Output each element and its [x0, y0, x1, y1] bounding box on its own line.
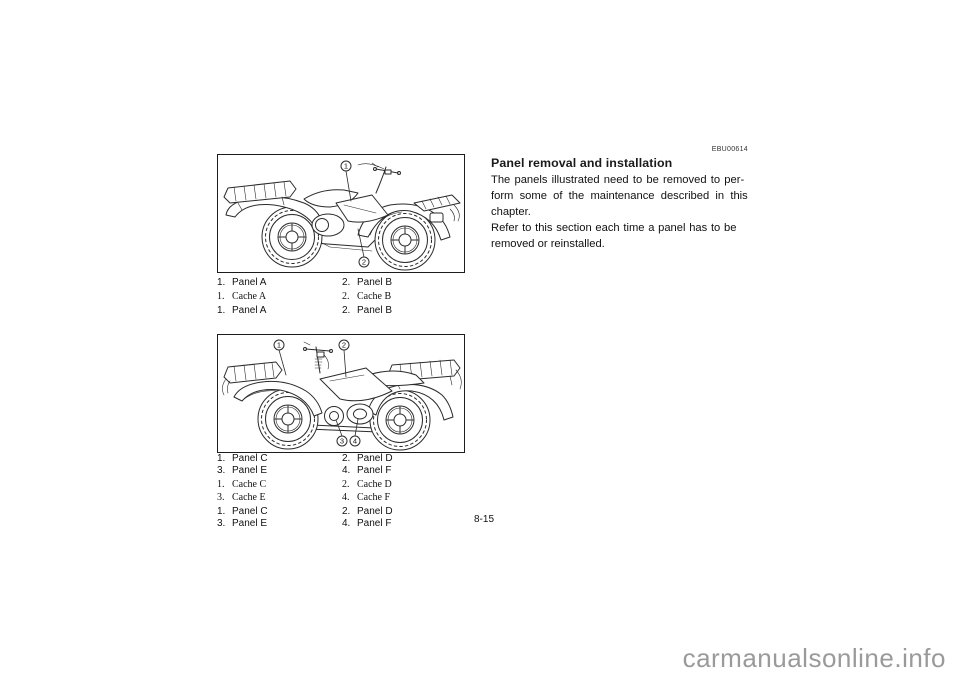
- page-number: 8-15: [474, 514, 495, 525]
- legend-row: [217, 465, 469, 477]
- legend-number: 2.: [342, 479, 350, 491]
- front-wheel: [375, 210, 435, 270]
- side-cover: [347, 404, 373, 424]
- legend-number: 2.: [342, 505, 351, 517]
- legend-group-french: [217, 479, 469, 504]
- callout-3-marker: [336, 420, 347, 446]
- reference-code: EBU00614: [711, 146, 748, 153]
- legend-label: Panel C: [232, 505, 268, 517]
- legend-item: [217, 465, 342, 477]
- legend-number: 3.: [217, 491, 225, 503]
- legend-label: Panel B: [357, 277, 393, 288]
- svg-text:4: 4: [352, 436, 358, 446]
- figure1-legend: [217, 277, 469, 319]
- legend-item: [342, 305, 392, 317]
- svg-text:1: 1: [343, 161, 349, 171]
- legend-number: 3.: [217, 518, 226, 530]
- legend-item: [217, 291, 342, 303]
- legend-number: 2.: [342, 277, 351, 288]
- legend-label: Cache A: [232, 291, 267, 302]
- section-title: Panel removal and installation: [491, 156, 673, 170]
- atv-illustration-right-side: [218, 155, 464, 272]
- legend-label: Cache C: [232, 479, 267, 491]
- legend-number: 1.: [217, 291, 225, 302]
- legend-number: 3.: [217, 465, 226, 477]
- legend-group-english: [217, 277, 469, 289]
- legend-group-english: [217, 453, 469, 478]
- paragraph1-line3: chapter.: [491, 206, 531, 219]
- legend-number: 1.: [217, 277, 226, 288]
- legend-label: Panel F: [357, 518, 392, 530]
- legend-number: 2.: [342, 453, 351, 464]
- legend-label: Panel B: [357, 305, 393, 316]
- air-filter-cover: [325, 407, 344, 426]
- engine-cover: [312, 214, 344, 236]
- legend-item: [217, 277, 342, 289]
- legend-label: Panel E: [232, 518, 268, 530]
- handlebar: [304, 342, 333, 373]
- svg-text:1: 1: [276, 340, 282, 350]
- legend-item: [217, 492, 342, 504]
- legend-row: [217, 506, 469, 518]
- legend-row: [217, 518, 469, 530]
- svg-text:3: 3: [339, 436, 345, 446]
- legend-group-english-2: [217, 506, 469, 531]
- legend-item: [217, 518, 342, 530]
- legend-item: [342, 479, 392, 491]
- legend-row: [217, 305, 469, 317]
- legend-number: 1.: [217, 505, 226, 517]
- svg-text:2: 2: [341, 340, 347, 350]
- legend-group-french: [217, 291, 469, 303]
- legend-item: [342, 453, 393, 465]
- legend-label: Cache F: [357, 491, 391, 503]
- handlebar: [358, 163, 401, 193]
- legend-label: Panel C: [232, 453, 268, 464]
- headlight: [430, 213, 443, 222]
- legend-label: Cache D: [357, 479, 392, 491]
- legend-row: [217, 479, 469, 491]
- watermark-text: carmanualsonline.info: [682, 643, 946, 673]
- legend-number: 1.: [217, 479, 225, 491]
- legend-number: 1.: [217, 305, 226, 316]
- legend-label: Panel A: [232, 277, 267, 288]
- legend-label: Cache B: [357, 291, 392, 302]
- legend-item: [342, 492, 390, 504]
- legend-number: 4.: [342, 465, 351, 477]
- paragraph2-line2: removed or reinstalled.: [491, 238, 605, 251]
- legend-item: [342, 506, 393, 518]
- legend-item: [342, 291, 391, 303]
- svg-text:2: 2: [361, 257, 367, 267]
- legend-number: 1.: [217, 453, 226, 464]
- callout-2-marker: [339, 340, 349, 377]
- legend-row: [217, 277, 469, 289]
- legend-item: [217, 305, 342, 317]
- legend-row: [217, 453, 469, 465]
- figure-box-side-view-left: [217, 334, 465, 453]
- legend-item: [217, 479, 342, 491]
- paragraph1-line2: form some of the maintenance described in this: [491, 190, 748, 203]
- legend-group-english-2: [217, 305, 469, 317]
- legend-item: [217, 453, 342, 465]
- legend-label: Panel F: [357, 465, 392, 477]
- legend-number: 4.: [342, 491, 350, 503]
- figure-box-side-view-right: [217, 154, 465, 273]
- legend-number: 2.: [342, 291, 350, 302]
- legend-number: 2.: [342, 305, 351, 316]
- legend-label: Panel D: [357, 505, 393, 517]
- figure2-legend: [217, 453, 469, 532]
- legend-item: [342, 465, 391, 477]
- legend-row: [217, 492, 469, 504]
- legend-label: Panel E: [232, 465, 268, 477]
- legend-item: [217, 506, 342, 518]
- paragraph1-line1: The panels illustrated need to be removed to per-: [491, 174, 745, 186]
- legend-row: [217, 291, 469, 303]
- atv-illustration-left-side: [218, 335, 464, 452]
- legend-label: Panel A: [232, 305, 267, 316]
- legend-item: [342, 518, 391, 530]
- legend-label: Cache E: [232, 491, 266, 503]
- legend-label: Panel D: [357, 453, 393, 464]
- legend-number: 4.: [342, 518, 351, 530]
- paragraph2-line1: Refer to this section each time a panel has to be: [491, 222, 737, 235]
- legend-item: [342, 277, 392, 289]
- section-text-column: [491, 146, 748, 252]
- chassis-lines: [308, 421, 380, 432]
